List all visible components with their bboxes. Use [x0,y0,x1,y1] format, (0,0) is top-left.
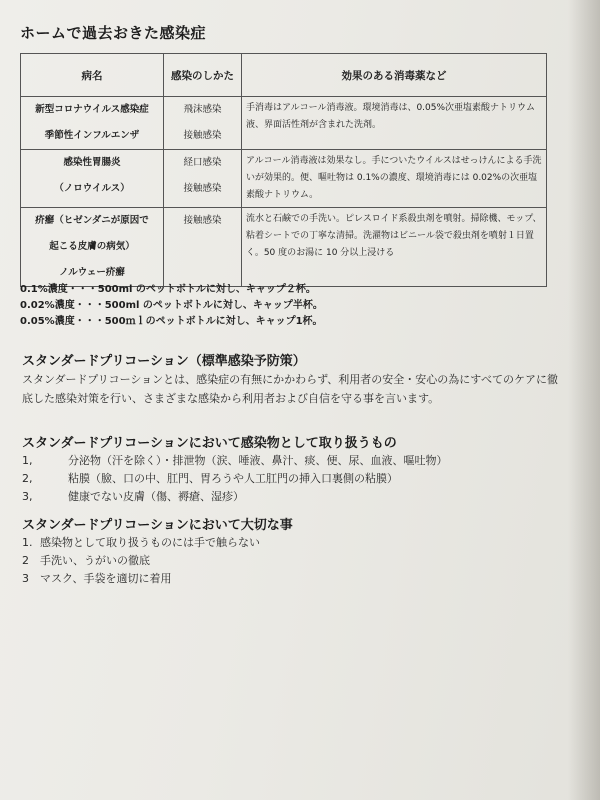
dilution-line: 0.05%濃度・・・500ｍｌのペットボトルに対し、キャップ1杯。 [20,316,323,327]
infection-route: 飛沫感染 [183,104,222,115]
infection-table [20,53,547,287]
list-item [22,552,150,568]
page-edge-shadow [568,0,600,800]
dilution-line: 0.1%濃度・・・500ml のペットボトルに対し、キャップ２杯。 [20,284,316,295]
route-cell [164,208,242,287]
disease-cell [21,97,164,150]
disease-name: 感染性胃腸炎 [63,157,121,168]
disease-name: 起こる皮膚の病気） [49,241,135,252]
infection-route: 経口感染 [183,157,222,168]
list-item-text: 分泌物（汗を除く）・排泄物（涙、唾液、鼻汁、痰、便、尿、血液、嘔吐物） [68,454,448,467]
list-item [22,534,260,550]
list-item-text: 健康でない皮膚（傷、褥瘡、湿疹） [68,490,244,503]
list-item-text: 手洗い、うがいの徹底 [40,554,150,567]
list-item-number: 2, [22,472,33,485]
disinfectant-cell: 手消毒はアルコール消毒液。環境消毒は、0.05%次亜塩素酸ナトリウム液、界面活性剤が含まれた洗剤。 [242,97,547,150]
list-item-number: 2 [22,554,29,567]
disease-cell [21,150,164,208]
disease-cell [21,208,164,287]
list-item-number: 1. [22,536,33,549]
list-item-text: 感染物として取り扱うものには手で触らない [40,536,260,549]
dilution-line: 0.02%濃度・・・500ml のペットボトルに対し、キャップ半杯。 [20,300,323,311]
list-item [22,470,398,486]
list-item-text: 粘膜（臉、口の中、肛門、胃ろうや人工肛門の挿入口裏側の粘膜） [68,472,398,485]
table-header-row [21,54,547,97]
route-cell [164,97,242,150]
section-heading-infectious-materials: スタンダードプリコーションにおいて感染物として取り扱うもの [22,436,397,451]
list-item [22,452,448,468]
column-header-disinfectant: 効果のある消毒薬など [242,54,547,97]
standard-precautions-description: スタンダードプリコーションとは、感染症の有無にかかわらず、利用者の安全・安心の為にすべてのケアに徹底した感染対策を行い、さまざまな感染から利用者および自信を守る事を言います。 [22,373,559,405]
infection-route: 接触感染 [183,130,222,141]
disease-name: 疥癬（ヒゼンダニが原因で [35,215,149,226]
table-row [21,150,547,208]
disease-name: 季節性インフルエンザ [44,130,140,141]
disease-name: ノルウェー疥癬 [59,267,125,278]
infection-route: 接触感染 [183,183,222,194]
list-item-number: 1, [22,454,33,467]
list-item-number: 3, [22,490,33,503]
list-item [22,488,244,504]
column-header-disease: 病名 [21,54,164,97]
infection-route: 接触感染 [183,215,222,226]
list-item-number: 3 [22,572,29,585]
list-item-text: マスク、手袋を適切に着用 [40,572,172,585]
disinfectant-cell: 流水と石鹸での手洗い。ピレスロイド系殺虫剤を噴射。掃除機、モップ、粘着シートでの丁寧な清掃。洗濯物はビニール袋で殺虫剤を噴射１日置く。50 度のお湯に 10 分以上浸ける [242,208,547,287]
list-item [22,570,172,586]
column-header-route: 感染のしかた [164,54,242,97]
route-cell [164,150,242,208]
table-row [21,97,547,150]
table-row [21,208,547,287]
document-title: ホームで過去おきた感染症 [20,24,207,42]
disinfectant-cell: アルコール消毒液は効果なし。手についたウイルスはせっけんによる手洗いが効果的。便、嘔吐物は 0.1%の濃度、環境消毒には 0.02%の次亜塩素酸ナトリウム。 [242,150,547,208]
section-heading-important-points: スタンダードプリコーションにおいて大切な事 [22,518,293,533]
disease-name: （ノロウイルス） [54,183,130,194]
section-heading-standard-precautions: スタンダードプリコーション（標準感染予防策） [22,354,306,369]
disease-name: 新型コロナウイルス感染症 [35,104,149,115]
